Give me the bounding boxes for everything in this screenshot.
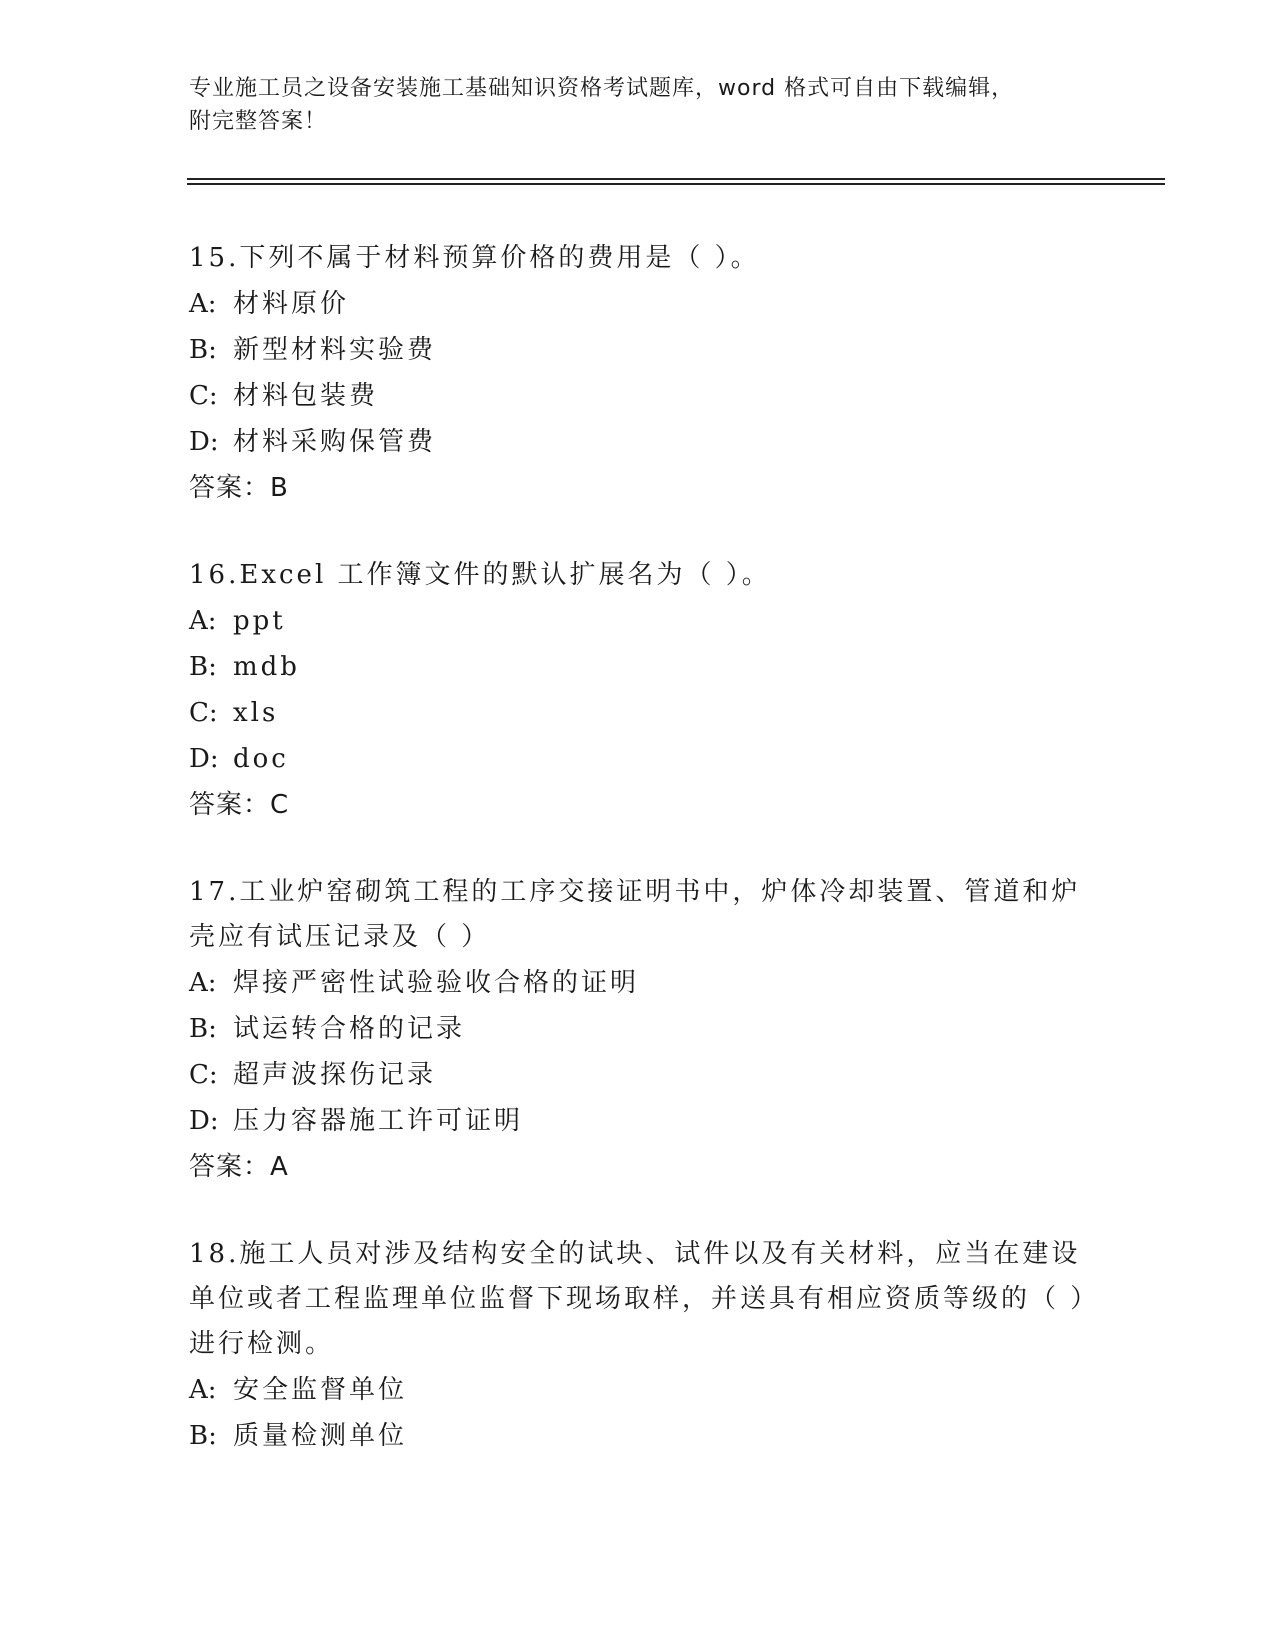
option-b bbox=[189, 1006, 1089, 1052]
option-text: 试运转合格的记录 bbox=[233, 1014, 466, 1044]
option-text: 质量检测单位 bbox=[233, 1421, 408, 1451]
option-letter: C: bbox=[189, 698, 218, 728]
question-stem: 17.工业炉窑砌筑工程的工序交接证明书中，炉体冷却装置、管道和炉壳应有试压记录及（ ） bbox=[189, 877, 1081, 952]
option-letter: C: bbox=[189, 381, 218, 411]
option-a bbox=[189, 1367, 1089, 1413]
document-header bbox=[189, 72, 1069, 138]
option-letter: B: bbox=[189, 652, 217, 682]
option-text: 超声波探伤记录 bbox=[233, 1060, 437, 1090]
option-b bbox=[189, 1413, 1089, 1459]
option-letter: A: bbox=[189, 606, 217, 636]
option-letter: D: bbox=[189, 1106, 219, 1136]
option-letter: B: bbox=[189, 335, 217, 365]
option-text: 焊接严密性试验验收合格的证明 bbox=[233, 968, 640, 998]
option-d bbox=[189, 419, 1089, 465]
option-text: 材料采购保管费 bbox=[233, 427, 437, 457]
question-item bbox=[189, 553, 1089, 828]
option-c bbox=[189, 690, 1089, 736]
header-line-1: 专业施工员之设备安装施工基础知识资格考试题库，word 格式可自由下载编辑， bbox=[189, 76, 1015, 101]
option-letter: C: bbox=[189, 1060, 218, 1090]
option-text: ppt bbox=[233, 606, 286, 636]
option-text: 安全监督单位 bbox=[233, 1375, 408, 1405]
option-b bbox=[189, 327, 1089, 373]
option-letter: D: bbox=[189, 744, 219, 774]
option-text: mdb bbox=[233, 652, 300, 682]
option-a bbox=[189, 281, 1089, 327]
question-stem: 16.Excel 工作簿文件的默认扩展名为（ ）。 bbox=[189, 560, 771, 590]
option-text: doc bbox=[233, 744, 289, 774]
option-letter: B: bbox=[189, 1421, 217, 1451]
question-stem: 18.施工人员对涉及结构安全的试块、试件以及有关材料，应当在建设单位或者工程监理单位监督下现场取样，并送具有相应资质等级的（ ）进行检测。 bbox=[189, 1239, 1087, 1359]
header-divider-top bbox=[187, 178, 1165, 180]
answer-line: 答案：B bbox=[189, 473, 289, 503]
option-a bbox=[189, 598, 1089, 644]
option-a bbox=[189, 960, 1089, 1006]
option-text: xls bbox=[233, 698, 279, 728]
question-item bbox=[189, 236, 1089, 511]
option-c bbox=[189, 373, 1089, 419]
option-c bbox=[189, 1052, 1089, 1098]
option-letter: A: bbox=[189, 968, 217, 998]
option-letter: D: bbox=[189, 427, 219, 457]
option-letter: A: bbox=[189, 289, 217, 319]
option-letter: A: bbox=[189, 1375, 217, 1405]
option-d bbox=[189, 1098, 1089, 1144]
question-item bbox=[189, 870, 1089, 1190]
option-d bbox=[189, 736, 1089, 782]
option-b bbox=[189, 644, 1089, 690]
option-text: 新型材料实验费 bbox=[233, 335, 437, 365]
question-item bbox=[189, 1232, 1089, 1459]
question-stem: 15.下列不属于材料预算价格的费用是（ ）。 bbox=[189, 243, 760, 273]
header-divider-bottom bbox=[187, 183, 1165, 185]
question-list bbox=[189, 236, 1089, 1501]
answer-line: 答案：A bbox=[189, 1152, 289, 1182]
option-text: 材料原价 bbox=[233, 289, 350, 319]
option-text: 材料包装费 bbox=[233, 381, 379, 411]
answer-line: 答案：C bbox=[189, 790, 290, 820]
header-line-2: 附完整答案！ bbox=[189, 109, 328, 134]
option-letter: B: bbox=[189, 1014, 217, 1044]
option-text: 压力容器施工许可证明 bbox=[233, 1106, 524, 1136]
